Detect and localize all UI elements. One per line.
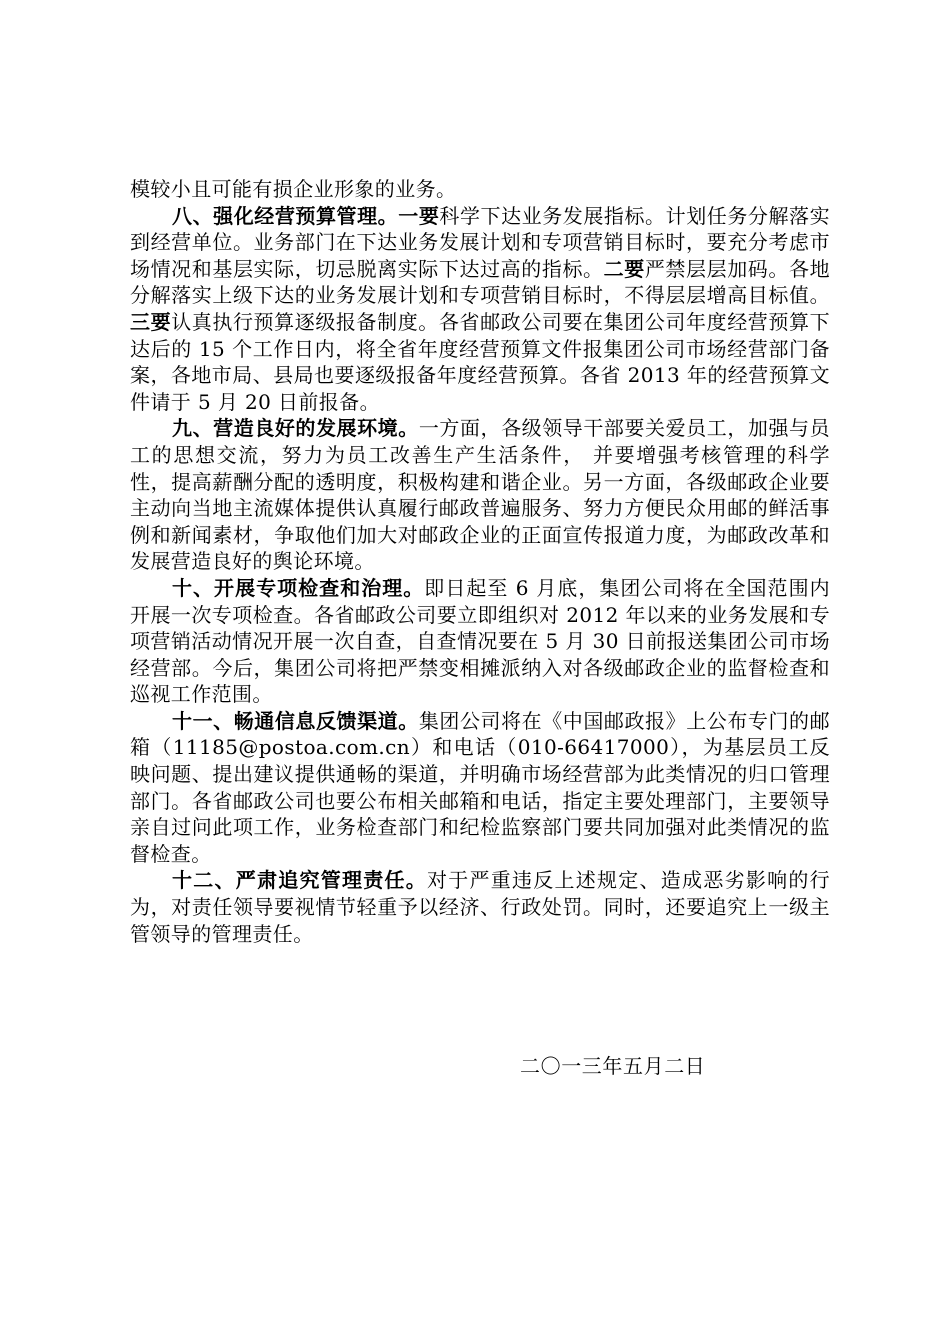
paragraph-heading: 十、开展专项检查和治理。 [172, 575, 425, 600]
paragraph-heading: 一要 [398, 203, 440, 228]
paragraph-text: 科学下达业务发展指标。计划任务分解落实到经营单位。业务部门在下达业务发展计划和专项营销目标时，要充分考虑市场情况和基层实际，切忌脱离实际下达过高的指标。 [130, 203, 830, 281]
paragraph-heading: 十一、畅通信息反馈渠道。 [172, 708, 419, 733]
paragraph-heading: 八、强化经营预算管理。 [172, 203, 399, 228]
paragraph [130, 176, 830, 203]
paragraph-heading: 十二、严肃追究管理责任。 [172, 868, 428, 893]
paragraph-heading: 三要 [130, 309, 172, 334]
paragraph [130, 415, 830, 575]
paragraph-text: 认真执行预算逐级报备制度。各省邮政公司要在集团公司年度经营预算下达后的 15 个工作日内，将全省年度经营预算文件报集团公司市场经营部门备案，各地市局、县局也要逐级报备年度经营预算。各省 2013 年的经营预算文件请于 5 月 20 日前报备。 [130, 309, 830, 414]
paragraph-heading: 九、营造良好的发展环境。 [172, 416, 419, 441]
paragraph [130, 708, 830, 868]
document-date: 二〇一三年五月二日 [520, 1054, 706, 1078]
paragraph-text: 即日起至 6 月底，集团公司将在全国范围内开展一次专项检查。各省邮政公司要立即组织对 2012 年以来的业务发展和专项营销活动情况开展一次自查，自查情况要在 5 月 30 日前报送集团公司市场经营部。今后，集团公司将把严禁变相摊派纳入对各级邮政企业的监督检查和巡视工作范围。 [130, 575, 830, 707]
paragraph-text: 模较小且可能有损企业形象的业务。 [130, 177, 457, 201]
paragraph [130, 203, 830, 416]
paragraph-heading: 二要 [603, 256, 645, 281]
paragraph [130, 575, 830, 708]
paragraph-text: 对于严重违反上述规定、造成恶劣影响的行为，对责任领导要视情节轻重予以经济、行政处罚。同时，还要追究上一级主管领导的管理责任。 [130, 868, 830, 946]
paragraph-text: 一方面，各级领导干部要关爱员工，加强与员工的思想交流，努力为员工改善生产生活条件， 并要增强考核管理的科学性，提高薪酬分配的透明度，积极构建和谐企业。另一方面，各级邮政企业要主动向当地主流媒体提供认真履行邮政普遍服务、努力方便民众用邮的鲜活事例和新闻素材，争取他们加大对邮政企业的正面宣传报道力度，为邮政改革和发展营造良好的舆论环境。 [130, 416, 830, 574]
document-body [130, 176, 830, 947]
paragraph-text: 集团公司将在《中国邮政报》上公布专门的邮箱（11185@postoa.com.cn）和电话（010-66417000），为基层员工反映问题、提出建议提供通畅的渠道，并明确市场经营部为此类情况的归口管理部门。各省邮政公司也要公布相关邮箱和电话，指定主要处理部门，主要领导亲自过问此项工作，业务检查部门和纪检监察部门要共同加强对此类情况的监督检查。 [130, 708, 830, 866]
paragraph-text: 严禁层层加码。各地分解落实上级下达的业务发展计划和专项营销目标时，不得层层增高目标值。 [130, 256, 830, 308]
paragraph [130, 867, 830, 947]
